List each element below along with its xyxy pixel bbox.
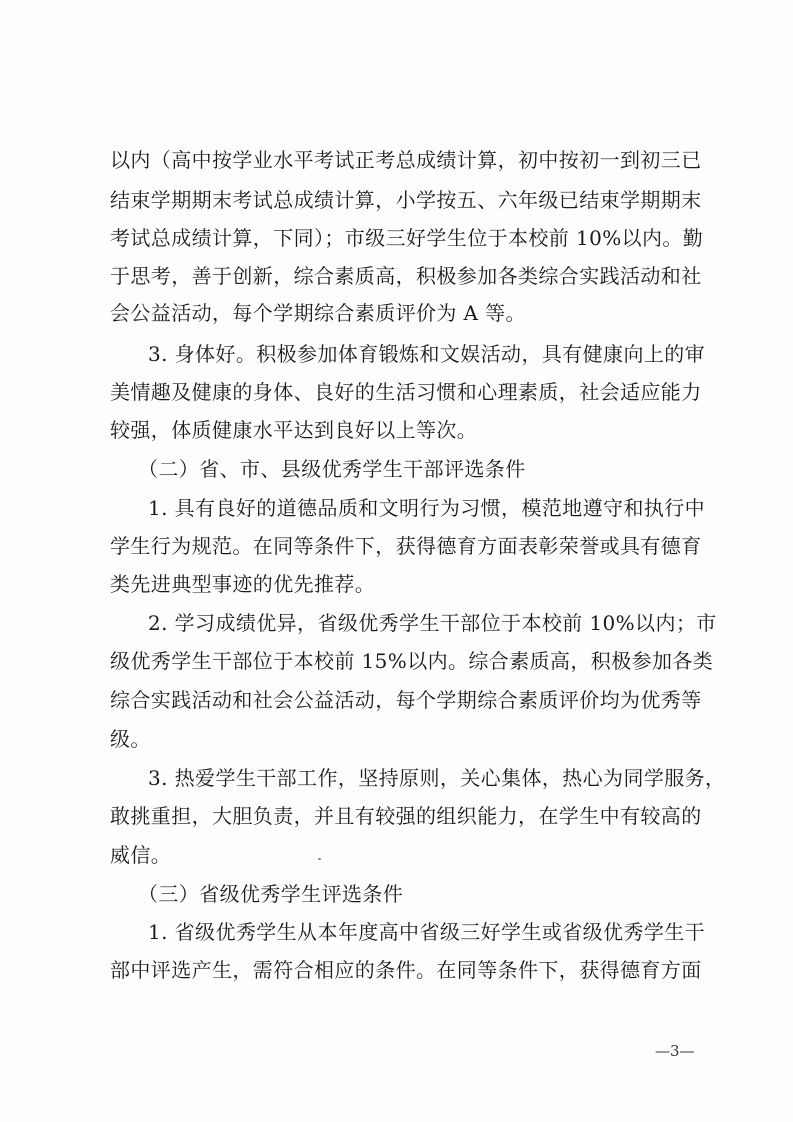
text-line: 部中评选产生，需符合相应的条件。在同等条件下，获得德育方面 <box>110 958 702 982</box>
text-line: 3. 热爱学生干部工作，坚持原则，关心集体，热心为同学服务， <box>148 766 726 790</box>
text-line: 美情趣及健康的身体、良好的生活习惯和心理素质，社会适应能力 <box>110 380 702 404</box>
scan-speck <box>318 858 321 860</box>
text-line: 较强，体质健康水平达到良好以上等次。 <box>110 418 478 442</box>
text-line: 威信。 <box>110 843 172 867</box>
text-line: 以内（高中按学业水平考试正考总成绩计算，初中按初一到初三已 <box>110 148 702 172</box>
text-line: 级优秀学生干部位于本校前 15%以内。综合素质高，积极参加各类 <box>110 649 714 673</box>
text-line: 1. 省级优秀学生从本年度高中省级三好学生或省级优秀学生干 <box>148 920 706 944</box>
text-line: 学生行为规范。在同等条件下，获得德育方面表彰荣誉或具有德育 <box>110 534 702 558</box>
text-line: 于思考，善于创新，综合素质高，积极参加各类综合实践活动和社 <box>110 264 702 288</box>
text-line: 2. 学习成绩优异，省级优秀学生干部位于本校前 10%以内；市 <box>148 611 717 635</box>
text-line: 敢挑重担，大胆负责，并且有较强的组织能力，在学生中有较高的 <box>110 804 702 828</box>
page-number: —3— <box>655 1042 695 1060</box>
text-line: 3. 身体好。积极参加体育锻炼和文娱活动，具有健康向上的审 <box>148 342 706 366</box>
section-heading: （二）省、市、县级优秀学生干部评选条件 <box>138 457 526 481</box>
text-line: 1. 具有良好的道德品质和文明行为习惯，模范地遵守和执行中 <box>148 496 706 520</box>
text-line: 类先进典型事迹的优先推荐。 <box>110 572 376 596</box>
text-line: 会公益活动，每个学期综合素质评价为 A 等。 <box>110 301 526 325</box>
text-line: 级。 <box>110 727 151 751</box>
text-line: 综合实践活动和社会公益活动，每个学期综合素质评价均为优秀等 <box>110 688 702 712</box>
text-line: 结束学期期末考试总成绩计算，小学按五、六年级已结束学期期末 <box>110 188 702 212</box>
text-line: 考试总成绩计算，下同）；市级三好学生位于本校前 10%以内。勤 <box>110 226 704 250</box>
section-heading: （三）省级优秀学生评选条件 <box>138 882 404 906</box>
